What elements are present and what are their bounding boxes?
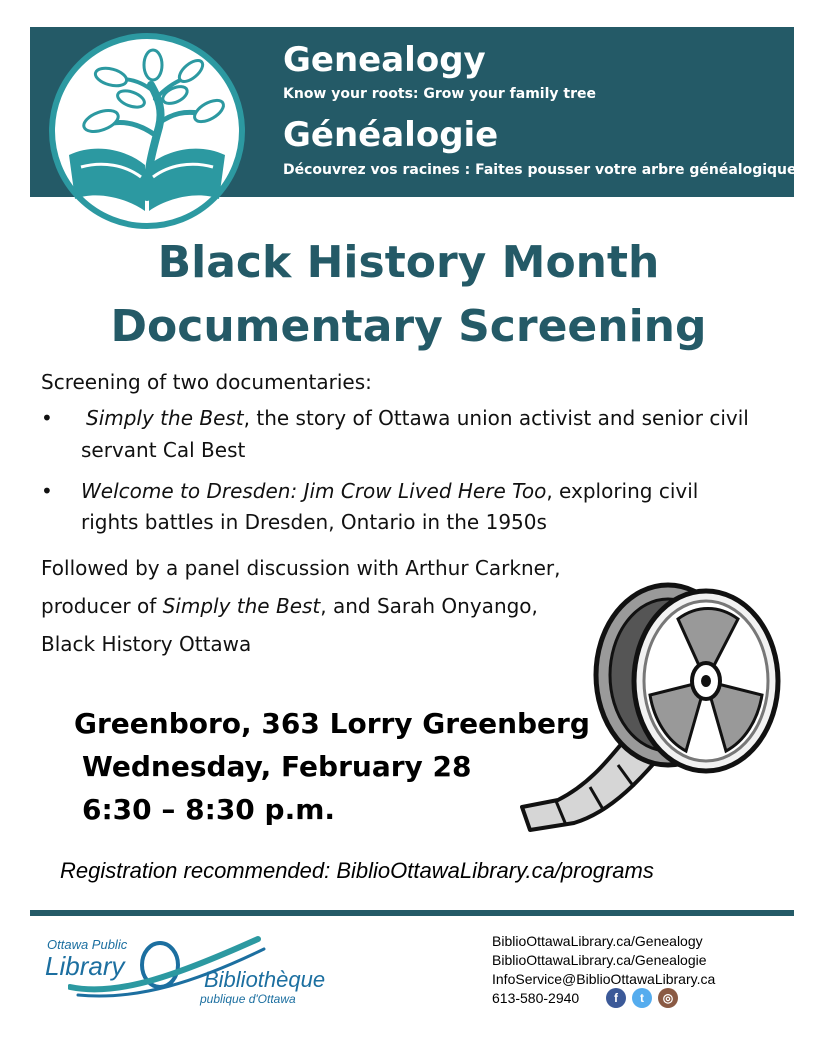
genealogy-logo [49, 33, 245, 229]
film-title-2: Welcome to Dresden: Jim Crow Lived Here Too [81, 479, 547, 503]
contact-link-genealogy[interactable]: BiblioOttawaLibrary.ca/Genealogy [492, 933, 703, 949]
bullet-2-text: , exploring civil [546, 479, 699, 503]
panel-line-3: Black History Ottawa [41, 632, 252, 656]
event-time: 6:30 – 8:30 p.m. [82, 793, 336, 826]
bullet-1-line-1 [86, 406, 749, 430]
registration-note[interactable]: Registration recommended: BiblioOttawaLibrary.ca/programs [60, 858, 654, 883]
library-name-fr-1: Bibliothèque [204, 967, 326, 992]
contact-phone: 613-580-2940 [492, 990, 580, 1006]
film-reel-icon [518, 575, 783, 835]
instagram-icon[interactable]: ◎ [658, 988, 678, 1008]
panel-line-2-pre: producer of [41, 594, 163, 618]
bullet-2-line-1 [81, 479, 698, 503]
facebook-icon[interactable]: f [606, 988, 626, 1008]
twitter-icon[interactable]: t [632, 988, 652, 1008]
bullet-dot: • [41, 479, 53, 503]
contact-link-genealogie[interactable]: BiblioOttawaLibrary.ca/Genealogie [492, 952, 707, 968]
library-name-en-2: Library [45, 951, 125, 981]
banner-title-fr: Généalogie [283, 115, 499, 155]
panel-line-1: Followed by a panel discussion with Arthur Carkner, [41, 556, 561, 580]
headline-line-1: Black History Month [157, 237, 660, 288]
tree-book-icon [55, 39, 239, 223]
contact-email[interactable]: InfoService@BiblioOttawaLibrary.ca [492, 971, 716, 987]
bullet-dot: • [41, 406, 53, 430]
footer-divider [30, 910, 794, 916]
panel-film-title: Simply the Best [162, 594, 321, 618]
library-name-fr-2: publique d'Ottawa [200, 992, 296, 1006]
banner-subtitle-en: Know your roots: Grow your family tree [283, 86, 596, 102]
panel-line-2-post: , and Sarah Onyango, [320, 594, 538, 618]
panel-line-2 [41, 594, 538, 618]
event-location: Greenboro, 363 Lorry Greenberg [74, 707, 590, 740]
bullet-2-line-2: rights battles in Dresden, Ontario in the 1950s [81, 510, 547, 534]
bullet-1-line-2: servant Cal Best [81, 438, 246, 462]
banner-title-en: Genealogy [283, 40, 486, 80]
banner-subtitle-fr: Découvrez vos racines : Faites pousser votre arbre généalogique [283, 162, 797, 178]
bullet-1-text: , the story of Ottawa union activist and senior civil [243, 406, 749, 430]
event-date: Wednesday, February 28 [82, 750, 472, 783]
library-name-en-1: Ottawa Public [47, 937, 128, 952]
screening-intro: Screening of two documentaries: [41, 370, 372, 394]
headline-line-2: Documentary Screening [110, 301, 707, 352]
film-title-1: Simply the Best [86, 406, 244, 430]
